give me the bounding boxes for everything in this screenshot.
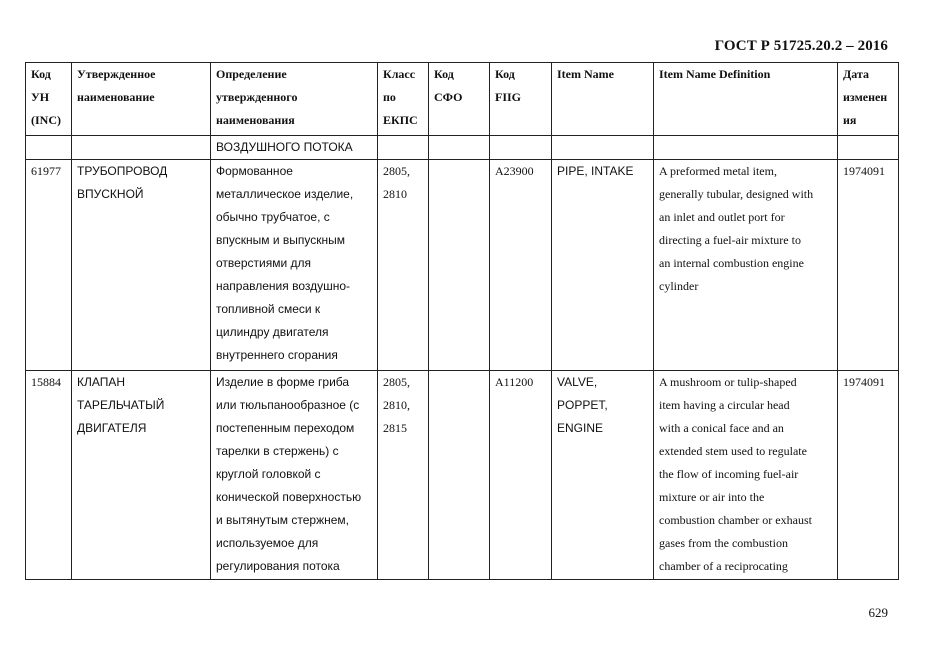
header-approved-name: Утвержденное наименование [72,63,211,136]
header-definition: Определение утвержденного наименования [211,63,378,136]
cell-class: 2805, 2810, 2815 [378,371,429,580]
continuation-definition: ВОЗДУШНОГО ПОТОКА [211,136,378,160]
cell-definition: Изделие в форме гриба или тюльпанообразное (с постепенным переходом тарелки в стержень) с круглой головкой с конической поверхностью и вытянутым стержнем, используемое для регулирования потока [211,371,378,580]
cell-fiig: A23900 [490,160,552,371]
cell-approved-name: ТРУБОПРОВОД ВПУСКНОЙ [72,160,211,371]
cell-item-name-definition: A preformed metal item, generally tubular, designed with an inlet and outlet port for directing a fuel-air mixture to an internal combustion engine cylinder [654,160,838,371]
table-row [26,160,899,371]
cell-approved-name: КЛАПАН ТАРЕЛЬЧАТЫЙ ДВИГАТЕЛЯ [72,371,211,580]
cell-fiig: A11200 [490,371,552,580]
header-sfo: Код СФО [429,63,490,136]
header-class: Класс по ЕКПС [378,63,429,136]
cell-inc: 61977 [26,160,72,371]
cell-item-name-definition: A mushroom or tulip-shaped item having a circular head with a conical face and an extended stem used to regulate the flow of incoming fuel-air mixture or air into the combustion chamber or exhaust gases from the combustion chamber of a reciprocating [654,371,838,580]
header-inc: Код УН (INC) [26,63,72,136]
table-row-continuation [26,136,899,160]
table-row [26,371,899,580]
cell-item-name: VALVE, POPPET, ENGINE [552,371,654,580]
cell-item-name: PIPE, INTAKE [552,160,654,371]
cell-definition: Формованное металлическое изделие, обычно трубчатое, с впускным и выпускным отверстиями для направления воздушно- топливной смеси к цилиндру двигателя внутреннего сгорания [211,160,378,371]
header-date: Дата изменен ия [838,63,899,136]
cell-sfo [429,371,490,580]
header-item-name-definition: Item Name Definition [654,63,838,136]
header-item-name: Item Name [552,63,654,136]
cell-sfo [429,160,490,371]
header-fiig: Код FIIG [490,63,552,136]
cell-date: 1974091 [838,160,899,371]
cell-inc: 15884 [26,371,72,580]
cell-class: 2805, 2810 [378,160,429,371]
standard-table [25,62,899,580]
page-number: 629 [868,605,888,620]
document-title: ГОСТ Р 51725.20.2 – 2016 [714,38,888,54]
cell-date: 1974091 [838,371,899,580]
table-header-row [26,63,899,136]
